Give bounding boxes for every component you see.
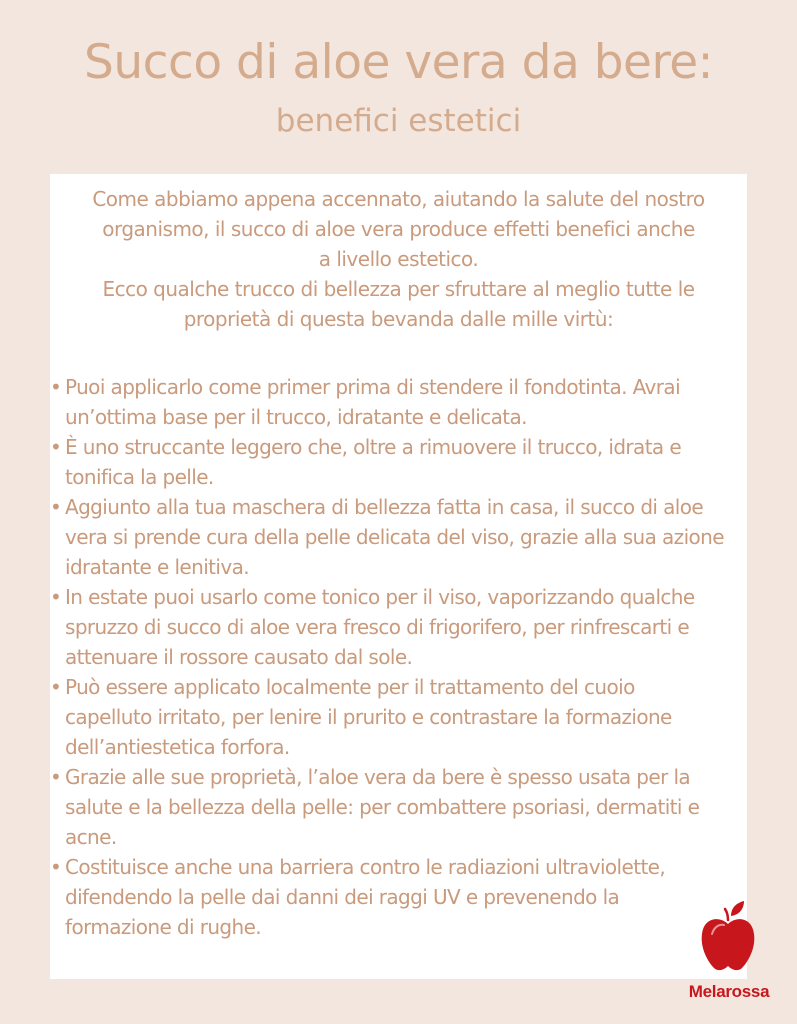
intro-paragraph	[50, 184, 747, 334]
list-item-line: capelluto irritato, per lenire il prurito e contrastare la formazione	[65, 705, 672, 729]
list-item-line: spruzzo di succo di aloe vera fresco di frigorifero, per rinfrescarti e	[65, 615, 690, 639]
list-item-line: un’ottima base per il trucco, idratante e delicata.	[65, 405, 527, 429]
list-item	[50, 762, 747, 852]
list-item-line: salute e la bellezza della pelle: per combattere psoriasi, dermatiti e	[65, 795, 700, 819]
list-item	[50, 492, 747, 582]
bullet-icon: •	[50, 675, 62, 699]
intro-line: Come abbiamo appena accennato, aiutando la salute del nostro	[92, 187, 705, 211]
bullet-icon: •	[50, 495, 62, 519]
list-item	[50, 672, 747, 762]
melarossa-logo	[688, 900, 768, 1010]
list-item-line: È uno struccante leggero che, oltre a rimuovere il trucco, idrata e	[65, 435, 682, 459]
list-item-line: vera si prende cura della pelle delicata del viso, grazie alla sua azione	[65, 525, 724, 549]
logo-text: Melarossa	[688, 982, 770, 1001]
list-item-line: difendendo la pelle dai danni dei raggi UV e prevenendo la	[65, 885, 620, 909]
list-item-line: formazione di rughe.	[65, 915, 262, 939]
list-item	[50, 432, 747, 492]
apple-logo-icon	[700, 900, 756, 980]
content-card	[50, 174, 747, 979]
intro-line: a livello estetico.	[318, 247, 479, 271]
list-item	[50, 582, 747, 672]
intro-line: Ecco qualche trucco di bellezza per sfruttare al meglio tutte le	[102, 277, 695, 301]
bullet-icon: •	[50, 585, 62, 609]
intro-line: organismo, il succo di aloe vera produce effetti benefici anche	[102, 217, 695, 241]
list-item	[50, 372, 747, 432]
list-item-line: attenuare il rossore causato dal sole.	[65, 645, 413, 669]
list-item-line: In estate puoi usarlo come tonico per il viso, vaporizzando qualche	[65, 585, 695, 609]
list-item-line: dell’antiestetica forfora.	[65, 735, 290, 759]
list-item-line: Grazie alle sue proprietà, l’aloe vera da bere è spesso usata per la	[65, 765, 691, 789]
page-subtitle: benefici estetici	[275, 103, 522, 139]
page-title: Succo di aloe vera da bere:	[84, 35, 713, 90]
bullet-icon: •	[50, 855, 62, 879]
list-item-line: acne.	[65, 825, 117, 849]
bullet-icon: •	[50, 375, 62, 399]
list-item-line: idratante e lenitiva.	[65, 555, 250, 579]
list-item-line: Puoi applicarlo come primer prima di stendere il fondotinta. Avrai	[65, 375, 681, 399]
bullet-icon: •	[50, 435, 62, 459]
list-item	[50, 852, 747, 942]
list-item-line: tonifica la pelle.	[65, 465, 214, 489]
list-item-line: Aggiunto alla tua maschera di bellezza fatta in casa, il succo di aloe	[65, 495, 704, 519]
benefits-list	[50, 372, 747, 942]
bullet-icon: •	[50, 765, 62, 789]
intro-line: proprietà di questa bevanda dalle mille virtù:	[183, 307, 614, 331]
list-item-line: Può essere applicato localmente per il trattamento del cuoio	[65, 675, 635, 699]
list-item-line: Costituisce anche una barriera contro le radiazioni ultraviolette,	[65, 855, 666, 879]
